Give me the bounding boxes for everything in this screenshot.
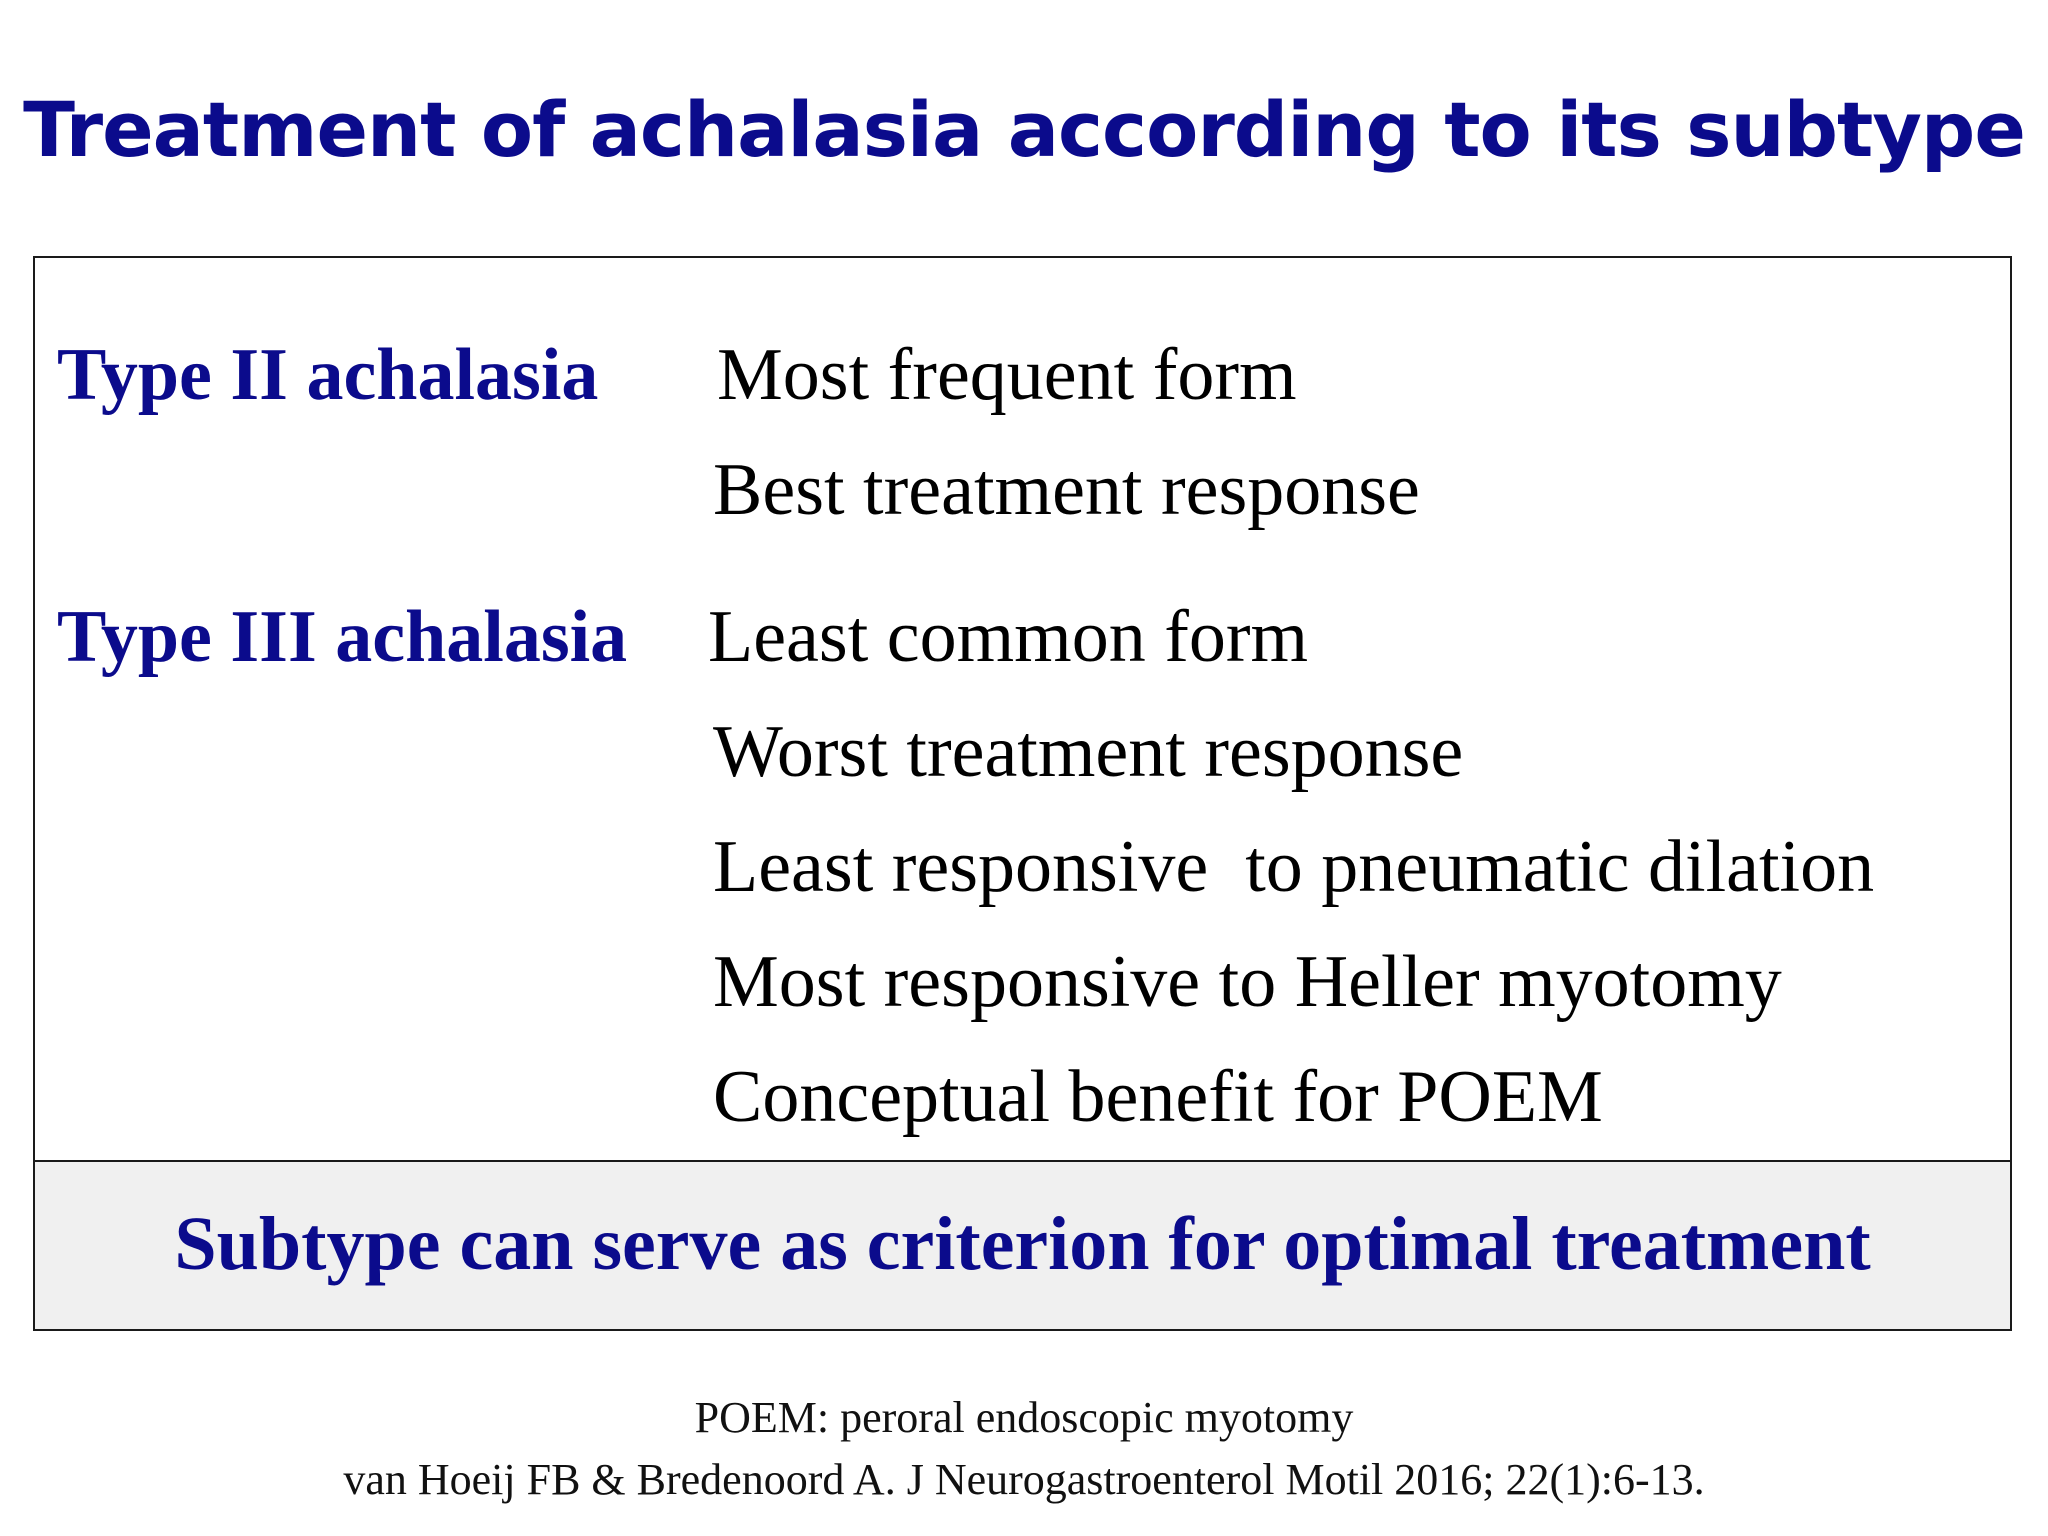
feature-type-iii-2: Worst treatment response bbox=[713, 711, 1464, 793]
subtype-label-type-ii: Type II achalasia bbox=[57, 334, 599, 416]
slide-title: Treatment of achalasia according to its subtype bbox=[23, 85, 2025, 174]
feature-type-iii-3: Least responsive to pneumatic dilation bbox=[713, 826, 1875, 908]
feature-type-ii-2: Best treatment response bbox=[713, 449, 1420, 531]
content-box bbox=[33, 256, 2012, 1331]
footnote-abbreviation: POEM: peroral endoscopic myotomy bbox=[694, 1393, 1354, 1442]
conclusion-band bbox=[35, 1160, 2010, 1329]
feature-type-iii-1: Least common form bbox=[708, 596, 1309, 678]
subtype-label-type-iii: Type III achalasia bbox=[57, 596, 628, 678]
feature-type-iii-4: Most responsive to Heller myotomy bbox=[713, 941, 1782, 1023]
conclusion-text: Subtype can serve as criterion for optimal treatment bbox=[174, 1202, 1871, 1286]
feature-type-iii-5: Conceptual benefit for POEM bbox=[713, 1056, 1603, 1138]
footnote-citation: van Hoeij FB & Bredenoord A. J Neurogastroenterol Motil 2016; 22(1):6-13. bbox=[343, 1455, 1705, 1504]
feature-type-ii-1: Most frequent form bbox=[717, 334, 1297, 416]
